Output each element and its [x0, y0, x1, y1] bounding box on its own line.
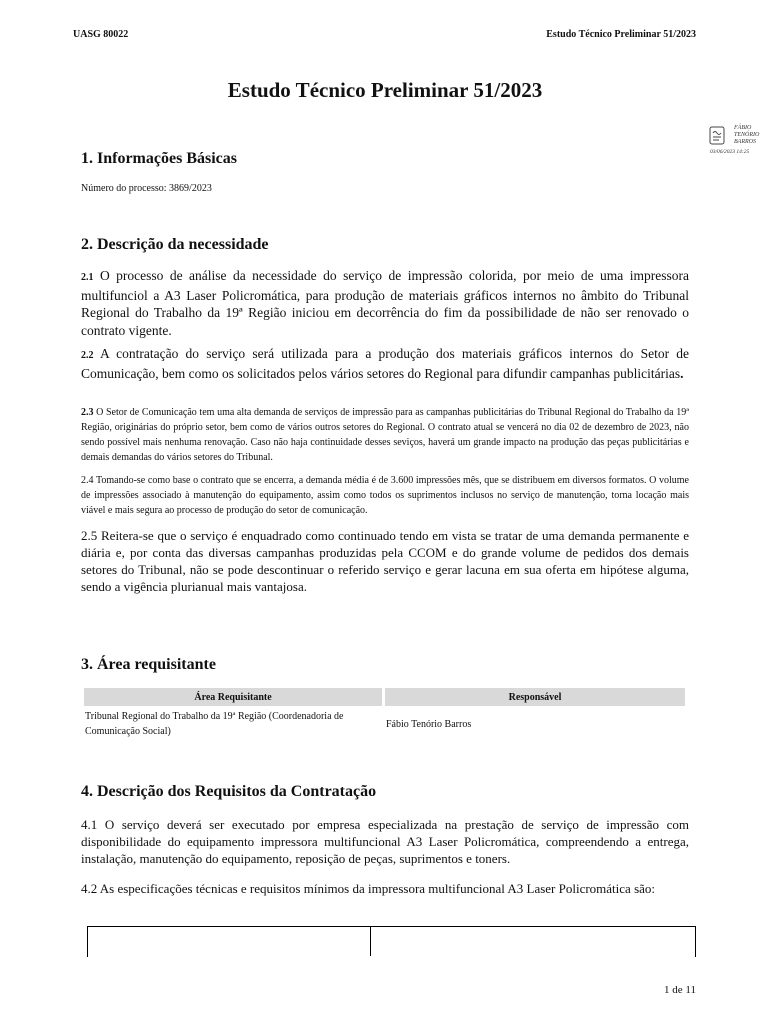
paragraph-2-5: 2.5 Reitera-se que o serviço é enquadrado como continuado tendo em vista se tratar de uma demanda permanente e diária e, por conta das diversas campanhas produzidas pela CCOM e do grande volume de pedidos dos demais setores do Tribunal, não se pode descontinuar o referido serviço e gerar lacuna em sua oferta em hipótese alguma, sendo a vigência plurianual mais vantajosa.: [81, 528, 689, 594]
signer-name-line1: FÁBIO: [734, 125, 752, 131]
col-responsavel-header: Responsável: [385, 688, 685, 706]
signer-name-line3: BARROS: [734, 139, 756, 145]
header-doc-title: Estudo Técnico Preliminar 51/2023: [546, 29, 696, 40]
spec-table: [87, 926, 696, 957]
paragraph-2-4: 2.4 Tomando-se como base o contrato que se encerra, a demanda média é de 3.600 impressões mês, que se distribuem em diversos formatos. O volume de impressões associado à manutenção do equipamento, assim como todos os suprimentos inclusos no serviço de manutenção, torna locação mais viável e mais segura ao processo de produção do setor de comunicação.: [81, 475, 689, 516]
page-number: 1 de 11: [664, 984, 696, 996]
requisitante-table: [81, 688, 688, 739]
paragraph-2-1: [81, 267, 689, 339]
page-title: Estudo Técnico Preliminar 51/2023: [227, 78, 543, 102]
cell-responsavel: Fábio Tenório Barros: [386, 718, 472, 730]
section1-heading: 1. Informações Básicas: [81, 150, 237, 167]
table-header-row: [84, 688, 685, 706]
signature-date: 03/06/2023 14:25: [710, 149, 750, 155]
process-number: Número do processo: 3869/2023: [81, 183, 212, 194]
signer-name-line2: TENÓRIO: [734, 132, 760, 138]
signature-stamp-icon: [709, 126, 725, 146]
paragraph-4-1: 4.1 O serviço deverá ser executado por empresa especializada na prestação de serviço de impressão com disponibilidade do equipamento impressora multifuncional A3 Laser Policromática, compreendendo a entrega, instalação, manutenção do equipamento, reposição de peças, suprimentos e toners.: [81, 817, 689, 866]
paragraph-2-2: [81, 345, 689, 382]
paragraph-2-3: [81, 405, 689, 465]
paragraph-2-3-text: O Setor de Comunicação tem uma alta demanda de serviços de impressão para as campanhas publicitárias do Tribunal Regional do Trabalho da 19ª Região, originárias do próprio setor, bem como de vários outros setores do Regional. O contrato atual se vencerá no dia 02 de dezembro de 2023, não sendo possível mais nenhuma renovação. Caso não haja continuidade desses seviços, haverá um grande impacto na produção das peças publicitárias e demais demandas do vários setores do Tribunal.: [81, 407, 689, 463]
cell-area: Tribunal Regional do Trabalho da 19ª Região (Coordenadoria de Comunicação Social): [85, 711, 344, 737]
paragraph-2-2-text: A contratação do serviço será utilizada para a produção dos materiais gráficos internos do Setor de Comunicação, bem como os solicitados pelos vários setores do Regional para difundir campanhas publicitárias: [81, 346, 689, 381]
table-row: [84, 706, 685, 739]
signer-name: [734, 125, 759, 146]
col-area-header: Área Requisitante: [84, 688, 382, 706]
section3-heading: 3. Área requisitante: [81, 656, 216, 673]
paragraph-2-2-end: .: [680, 365, 684, 381]
paragraph-2-1-text: O processo de análise da necessidade do serviço de impressão colorida, por meio de uma impressora multifunciol a A3 Laser Policromática, para produção de materiais gráficos internos no âmbito do Tribunal Regional do Trabalho da 19ª Região iniciou em decorrência do fim da possibilidade de não ser renovado o contrato vigente.: [81, 268, 689, 338]
paragraph-2-2-number: 2.2: [81, 350, 94, 361]
section2-heading: 2. Descrição da necessidade: [81, 236, 269, 253]
paragraph-2-1-number: 2.1: [81, 272, 94, 283]
section4-heading: 4. Descrição dos Requisitos da Contratação: [81, 783, 377, 800]
paragraph-4-2: 4.2 As especificações técnicas e requisitos mínimos da impressora multifuncional A3 Laser Policromática são:: [81, 881, 656, 896]
spec-table-divider: [370, 926, 371, 956]
header-uasg: UASG 80022: [73, 29, 129, 40]
paragraph-2-3-number: 2.3: [81, 407, 94, 418]
